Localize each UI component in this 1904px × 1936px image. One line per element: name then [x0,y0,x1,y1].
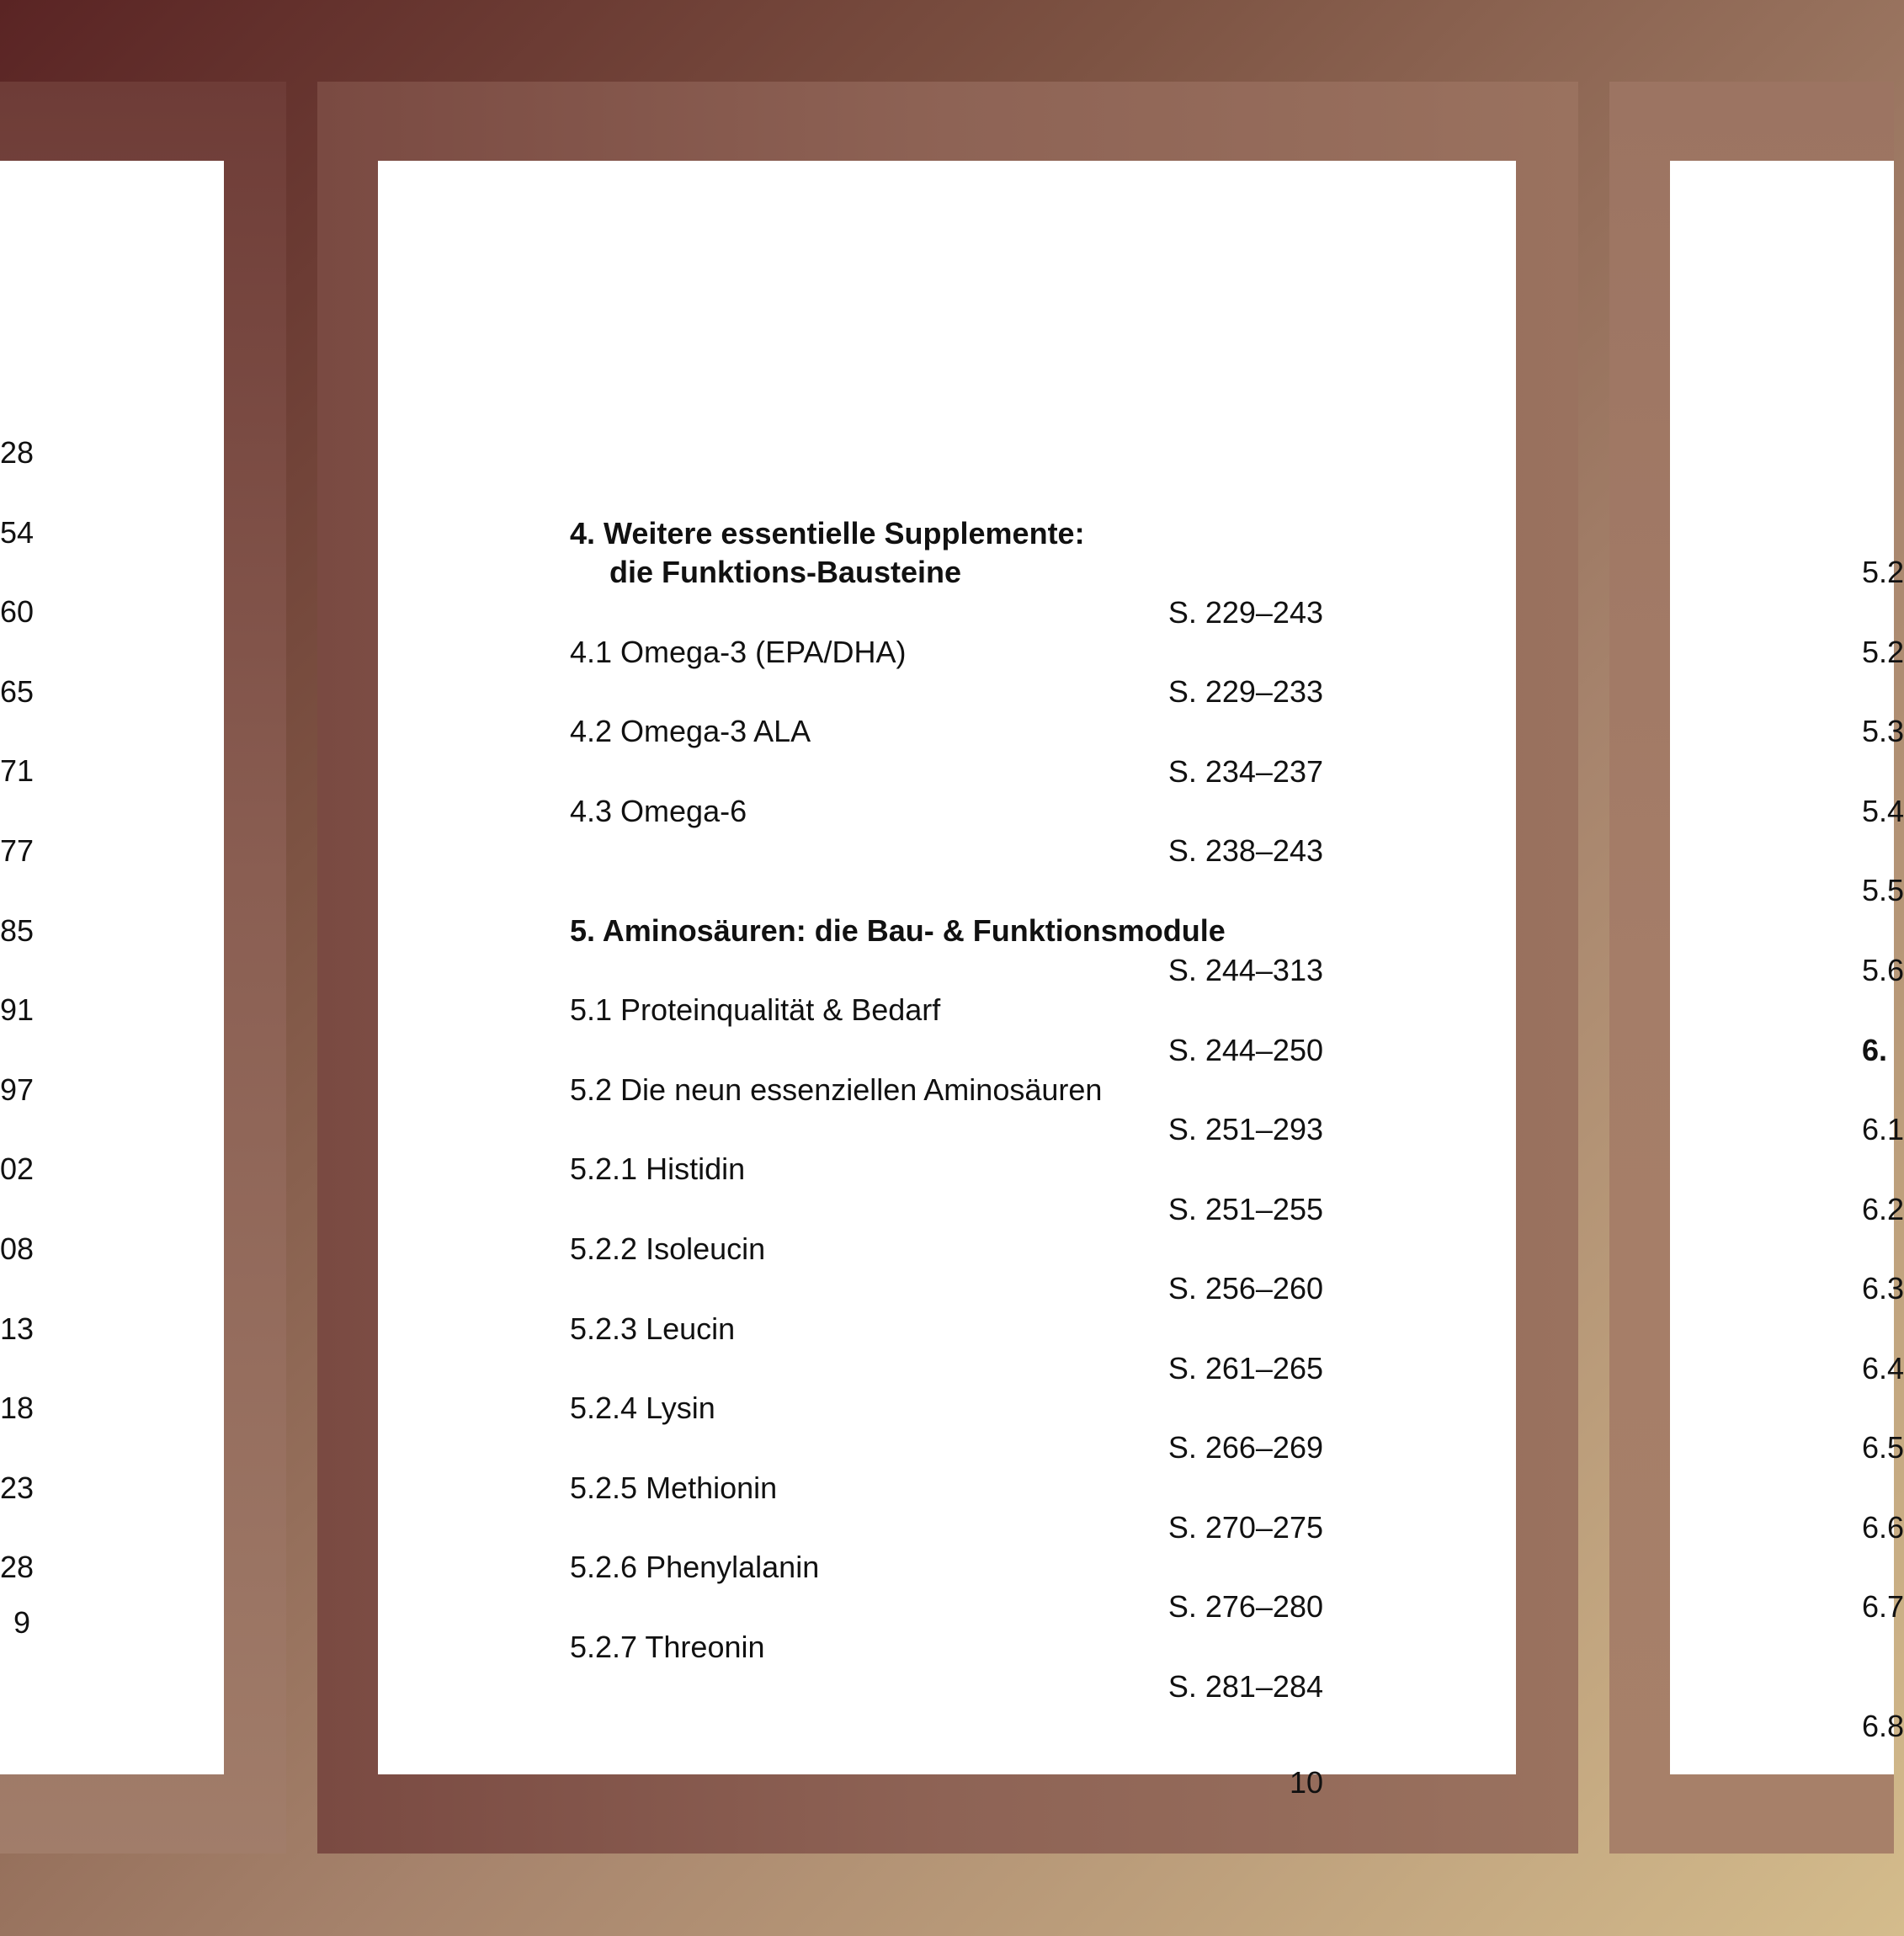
page-number: 10 [1289,1765,1323,1800]
toc-entry-title: 5.2.5 Methionin [570,1471,778,1505]
right-page-entry-cut: 6.8 [1862,1709,1904,1743]
right-page-entry-cut: 5.4 [1862,794,1904,828]
right-page-entry-cut: 5.3 [1862,714,1904,748]
page-range: S. 270–275 [1167,1510,1323,1545]
chapter-heading-continuation: die Funktions-Bausteine [609,555,962,589]
page-range: S. 229–233 [1167,674,1323,709]
page-range: S. 234–237 [1167,754,1323,789]
page-range: S. 261–265 [1167,1351,1323,1386]
toc-entry-title: 5.2.1 Histidin [570,1151,746,1186]
page-range: S. 251–255 [1167,1192,1323,1226]
toc-entry-title: 5.2.3 Leucin [570,1311,736,1346]
left-page-number-cut: 65 [0,674,35,709]
left-page-number-cut: 28 [0,1550,35,1584]
toc-entry-title: 4.1 Omega-3 (EPA/DHA) [570,635,907,669]
toc-entry-title: 5.2 Die neun essenziellen Aminosäuren [570,1072,1103,1107]
page-range: S. 244–313 [1167,953,1323,987]
right-page-chapter-cut: 6. [1862,1033,1888,1067]
toc-entry-title: 5.2.4 Lysin [570,1391,715,1425]
toc-entry-title: 5.1 Proteinqualität & Bedarf [570,992,941,1027]
right-page-entry-cut: 6.6 [1862,1510,1904,1545]
left-page-number-cut: 08 [0,1231,35,1266]
page-range: S. 281–284 [1167,1669,1323,1704]
page-range: S. 266–269 [1167,1430,1323,1465]
toc-entry-title: 5.2.6 Phenylalanin [570,1550,820,1584]
page-center[interactable] [378,161,1516,1800]
toc-entry-title: 4.2 Omega-3 ALA [570,714,811,748]
left-page-number-cut: 97 [0,1072,35,1107]
right-page-entry-cut: 6.7 [1862,1589,1904,1624]
right-page-entry-cut: 6.3 [1862,1271,1904,1306]
page-left [0,161,224,1774]
page-range: S. 244–250 [1167,1033,1323,1067]
left-page-number-cut: 13 [0,1311,35,1346]
left-page-number-cut: 91 [0,992,35,1027]
toc-entry-title: 5.2.2 Isoleucin [570,1231,766,1266]
left-page-number-cut: 54 [0,515,35,550]
page-range: S. 251–293 [1167,1112,1323,1146]
page-right [1670,161,1904,1774]
right-page-entry-cut: 5.2 [1862,555,1904,589]
left-page-number-cut: 71 [0,753,35,788]
left-page-number-cut: 02 [0,1151,35,1186]
toc-entry-title: 4.3 Omega-6 [570,794,747,828]
chapter-heading: 4. Weitere essentielle Supplemente: [570,516,1085,550]
right-page-entry-cut: 5.6 [1862,953,1904,987]
right-page-entry-cut: 6.2 [1862,1192,1904,1226]
toc-entry-title: 5.2.7 Threonin [570,1630,765,1664]
chapter-heading: 5. Aminosäuren: die Bau- & Funktionsmodule [570,913,1226,948]
left-page-number-cut: 85 [0,913,35,948]
left-page-number-cut: 28 [0,435,35,470]
left-page-number-cut: 77 [0,833,35,868]
right-page-entry-cut: 6.5 [1862,1430,1904,1465]
left-page-number-cut: 60 [0,594,35,629]
right-page-entry-cut: 6.4 [1862,1351,1904,1386]
page-range: S. 229–243 [1167,595,1323,630]
page-range: S. 256–260 [1167,1271,1323,1306]
page-range: S. 238–243 [1167,833,1323,868]
right-page-entry-cut: 5.2 [1862,635,1904,669]
page-number: 9 [13,1605,30,1640]
left-page-number-cut: 23 [0,1471,35,1505]
left-page-number-cut: 18 [0,1391,35,1425]
right-page-entry-cut: 5.5 [1862,873,1904,907]
right-page-entry-cut: 6.1 [1862,1112,1904,1146]
page-range: S. 276–280 [1167,1589,1323,1624]
